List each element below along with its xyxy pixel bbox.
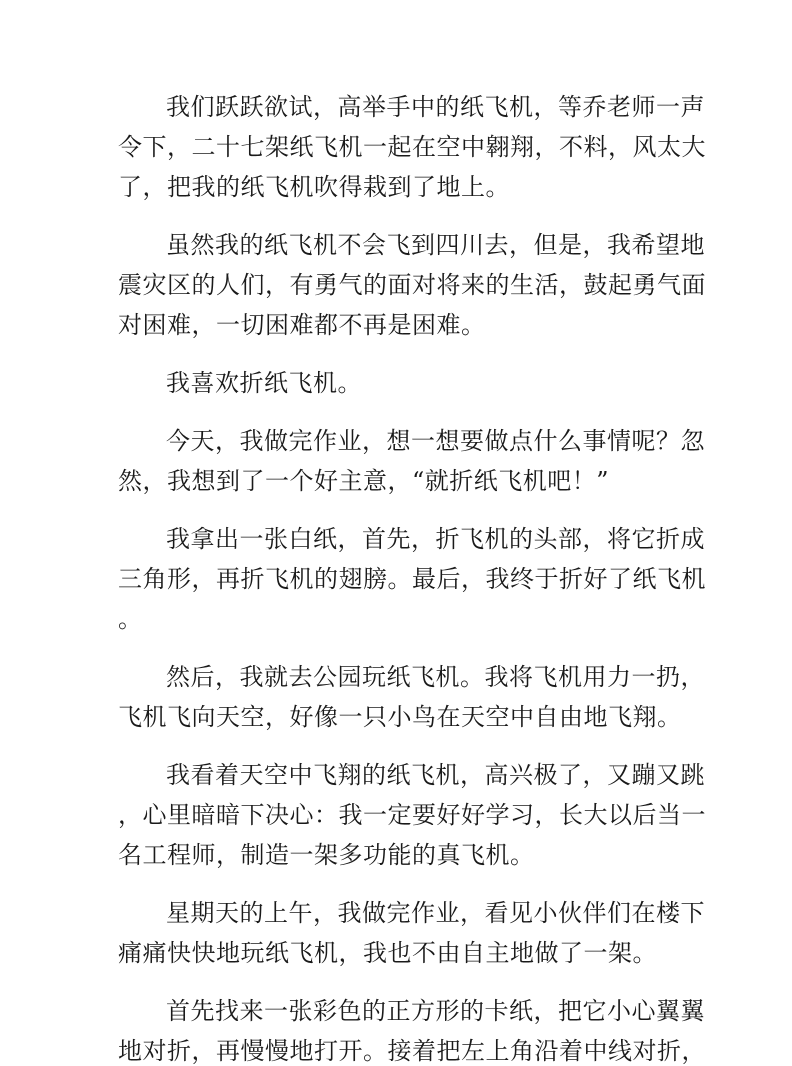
- text-line: 然，我想到了一个好主意，“就折纸飞机吧！”: [118, 467, 610, 495]
- text-line: 我们跃跃欲试，高举手中的纸飞机，等乔老师一声: [166, 93, 705, 121]
- text-line: 地对折，再慢慢地打开。接着把左上角沿着中线对折，: [118, 1037, 706, 1065]
- text-line: 痛痛快快地玩纸飞机，我也不由自主地做了一架。: [118, 939, 657, 967]
- text-line: 星期天的上午，我做完作业，看见小伙伴们在楼下: [166, 899, 705, 927]
- text-line: 然后，我就去公园玩纸飞机。我将飞机用力一扔，: [166, 663, 705, 691]
- text-line: 对困难，一切困难都不再是困难。: [118, 311, 486, 339]
- text-line: 名工程师，制造一架多功能的真飞机。: [118, 841, 535, 869]
- text-line: 我喜欢折纸飞机。: [166, 369, 362, 397]
- text-line: 我拿出一张白纸，首先，折飞机的头部，将它折成: [166, 525, 705, 553]
- text-line: 三角形，再折飞机的翅膀。最后，我终于折好了纸飞机: [118, 565, 706, 593]
- text-line: 今天，我做完作业，想一想要做点什么事情呢？忽: [166, 427, 705, 455]
- text-line: 虽然我的纸飞机不会飞到四川去，但是，我希望地: [166, 231, 705, 259]
- text-line: 。: [118, 605, 143, 633]
- text-line: ，心里暗暗下决心：我一定要好好学习，长大以后当一: [118, 801, 706, 829]
- text-line: 令下，二十七架纸飞机一起在空中翱翔，不料，风太大: [118, 133, 706, 161]
- text-line: 震灾区的人们，有勇气的面对将来的生活，鼓起勇气面: [118, 271, 706, 299]
- text-line: 我看着天空中飞翔的纸飞机，高兴极了，又蹦又跳: [166, 761, 705, 789]
- text-line: 了，把我的纸飞机吹得栽到了地上。: [118, 173, 510, 201]
- text-line: 首先找来一张彩色的正方形的卡纸，把它小心翼翼: [166, 997, 705, 1025]
- text-line: 飞机飞向天空，好像一只小鸟在天空中自由地飞翔。: [118, 703, 682, 731]
